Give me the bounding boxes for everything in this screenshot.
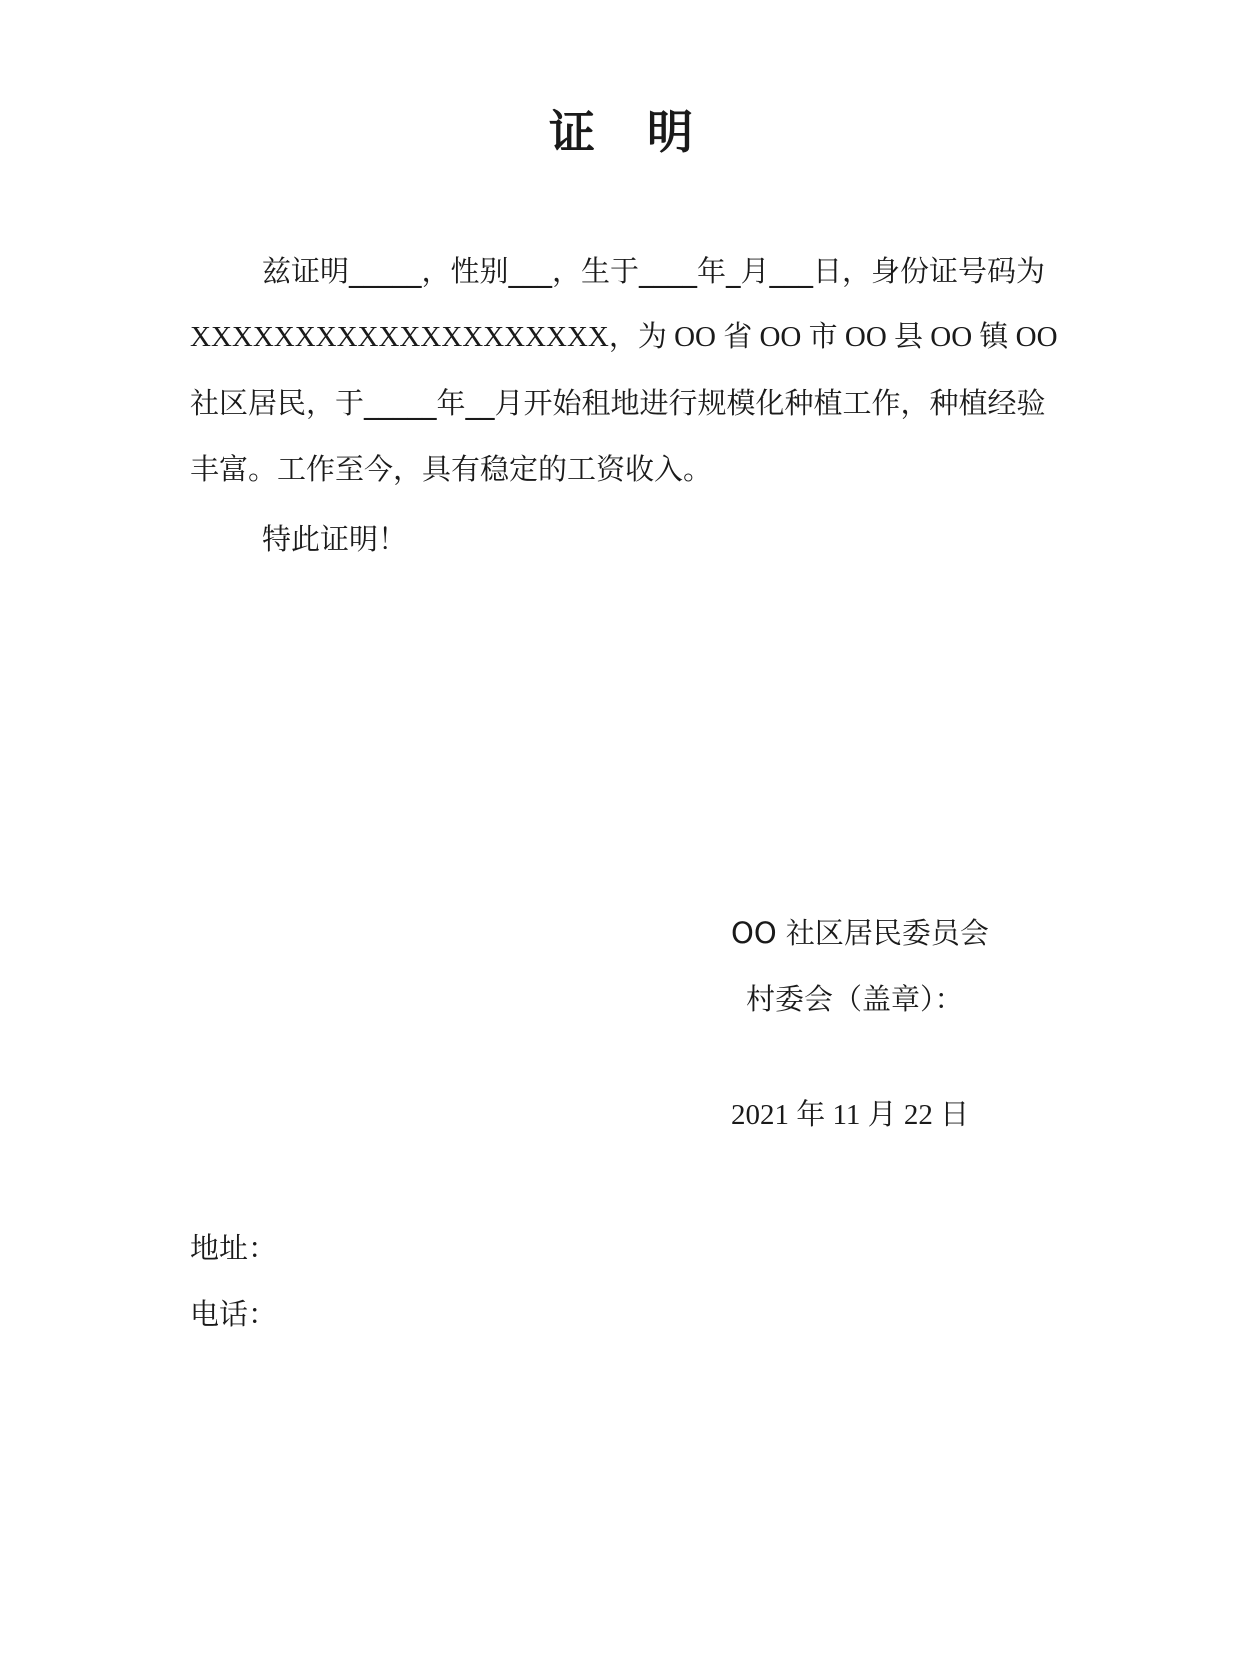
title-char-2: 明 [647,105,693,159]
organization-name: OO 社区居民委员会 [731,916,989,950]
body-line-1: 兹证明_____，性别___，生于____年_月___日，身份证号码为 [262,254,1046,288]
seal-label: 村委会（盖章）： [746,982,964,1016]
certificate-body [190,238,1060,572]
contact-block [190,1215,277,1347]
body-line-2: XXXXXXXXXXXXXXXXXXXX，为 OO 省 OO 市 OO 县 OO 镇 OO [190,321,1058,353]
address-label: 地址： [190,1231,278,1265]
document-title [0,102,1242,162]
title-char-1: 证 [549,105,595,159]
body-line-3: 社区居民，于_____年__月开始租地进行规模化种植工作，种植经验 [190,386,1046,420]
phone-label: 电话： [190,1297,278,1331]
signature-block [731,900,989,1032]
body-line-4: 丰富。工作至今，具有稳定的工资收入。 [190,452,713,486]
issue-date: 2021 年 11 月 22 日 [731,1099,970,1131]
closing-statement: 特此证明！ [262,522,408,556]
